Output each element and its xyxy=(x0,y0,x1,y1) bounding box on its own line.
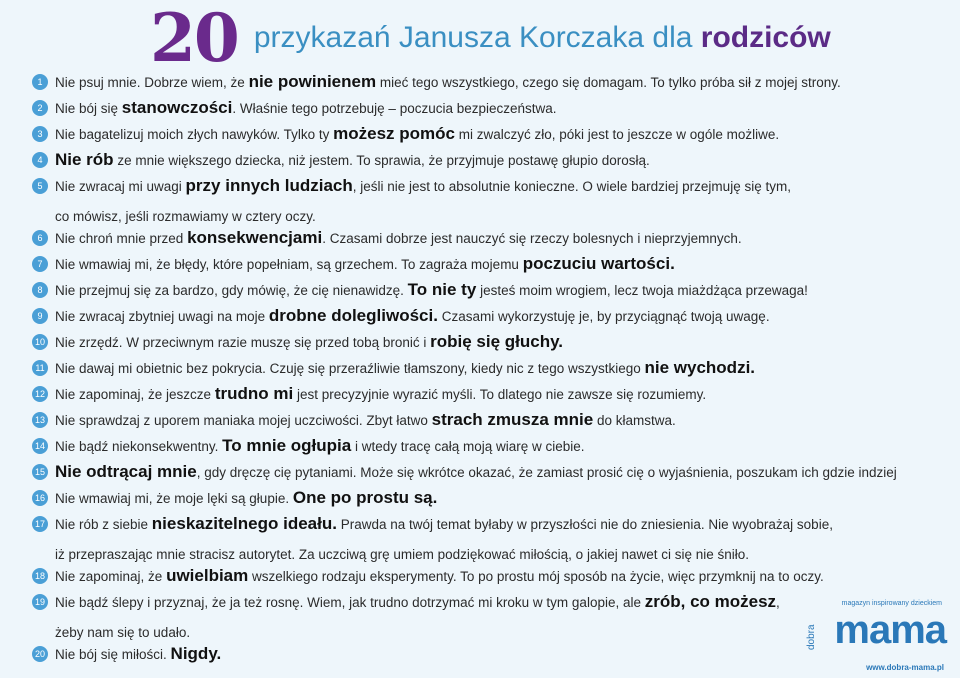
item-text-a: Nie wmawiaj mi, że błędy, które popełniam, są grzechem. To zagraża mojemu xyxy=(55,257,523,272)
item-text-emphasis: nie powinienem xyxy=(248,72,377,91)
page-title xyxy=(254,21,831,55)
item-text xyxy=(55,69,841,96)
item-text-emphasis: przy innych ludziach xyxy=(185,176,353,195)
item-number-badge: 16 xyxy=(32,490,48,506)
item-text-emphasis: drobne dolegliwości. xyxy=(268,306,438,325)
item-text-emphasis: trudno mi xyxy=(214,384,294,403)
item-row xyxy=(32,516,932,542)
header xyxy=(150,0,831,77)
item-number-badge: 10 xyxy=(32,334,48,350)
item-text-c: . Właśnie tego potrzebuję – poczucia bezpieczeństwa. xyxy=(232,101,557,116)
item-text-a: Nie bądź ślepy i przyznaj, że ja też rosnę. Wiem, jak trudno dotrzymać mi kroku w tym galopie, ale xyxy=(55,595,645,610)
item-row xyxy=(32,646,932,672)
item-text-a: Nie zwracaj zbytniej uwagi na moje xyxy=(55,309,269,324)
title-bold: rodziców xyxy=(700,21,831,54)
item-text-emphasis: konsekwencjami xyxy=(187,228,323,247)
item-text-emphasis: Nie rób xyxy=(55,150,114,169)
item-text xyxy=(55,251,675,278)
item-number-badge: 18 xyxy=(32,568,48,584)
item-text-a: Nie bój się miłości. xyxy=(55,647,171,662)
item-text-a: Nie zapominaj, że jeszcze xyxy=(55,387,215,402)
title-number: 20 xyxy=(150,0,238,77)
item-number-badge: 20 xyxy=(32,646,48,662)
item-number-badge: 12 xyxy=(32,386,48,402)
item-text-a: Nie zapominaj, że xyxy=(55,569,167,584)
item-row xyxy=(32,178,932,204)
list-item xyxy=(32,178,932,230)
item-text xyxy=(55,303,770,330)
item-text-continuation: iż przepraszając mnie stracisz autorytet. Za uczciwą grę umiem podziękować miłością, o jakiej nawet ci się nie śniło. xyxy=(55,547,750,562)
item-number-badge: 7 xyxy=(32,256,48,272)
item-text-c: ze mnie większego dziecka, niż jestem. To sprawia, że przyjmuje postawę głupio dorosłą. xyxy=(113,153,650,168)
item-text xyxy=(55,511,833,538)
item-text-c: , xyxy=(776,595,780,610)
item-number-badge: 9 xyxy=(32,308,48,324)
item-text-a: Nie rób z siebie xyxy=(55,517,152,532)
item-text xyxy=(55,225,742,252)
item-number-badge: 1 xyxy=(32,74,48,90)
item-text-emphasis: Nie odtrącaj mnie xyxy=(55,462,197,481)
list-item xyxy=(32,516,932,568)
item-number-badge: 5 xyxy=(32,178,48,194)
item-row xyxy=(32,594,932,620)
item-text-emphasis: uwielbiam xyxy=(166,566,249,585)
item-text-continuation: żeby nam się to udało. xyxy=(55,625,191,640)
item-text-a: Nie psuj mnie. Dobrze wiem, że xyxy=(55,75,249,90)
item-text-emphasis: To nie ty xyxy=(407,280,477,299)
brand-logo xyxy=(806,600,946,672)
item-text-a: Nie wmawiaj mi, że moje lęki są głupie. xyxy=(55,491,293,506)
item-text-emphasis: One po prostu są. xyxy=(292,488,438,507)
item-number-badge: 4 xyxy=(32,152,48,168)
item-number-badge: 6 xyxy=(32,230,48,246)
item-text-emphasis: strach zmusza mnie xyxy=(431,410,594,429)
item-text-a: Nie dawaj mi obietnic bez pokrycia. Czuję się przeraźliwie tłamszony, kiedy nic z tego wszystkiego xyxy=(55,361,645,376)
item-number-badge: 3 xyxy=(32,126,48,142)
item-text xyxy=(55,433,585,460)
item-text-c: i wtedy tracę całą moją wiarę w ciebie. xyxy=(351,439,585,454)
item-text-emphasis: możesz pomóc xyxy=(333,124,455,143)
item-number-badge: 8 xyxy=(32,282,48,298)
item-text-c: , gdy dręczę cię pytaniami. Może się wkrótce okazać, że zamiast prosić cię o wyjaśnienia, poszukam ich gdzie indziej xyxy=(196,465,897,480)
item-text xyxy=(55,121,779,148)
item-text-emphasis: Nigdy. xyxy=(170,644,222,663)
item-text-emphasis: robię się głuchy. xyxy=(430,332,564,351)
item-text-c: do kłamstwa. xyxy=(593,413,676,428)
item-number-badge: 2 xyxy=(32,100,48,116)
item-text xyxy=(55,173,791,200)
item-text xyxy=(55,147,650,174)
item-text-a: Nie przejmuj się za bardzo, gdy mówię, że cię nienawidzę. xyxy=(55,283,408,298)
logo-tagline: magazyn inspirowany dzieckiem xyxy=(841,600,942,607)
item-text xyxy=(55,381,706,408)
item-text-c: wszelkiego rodzaju eksperymenty. To po prostu mój sposób na życie, więc przymknij na to oczy. xyxy=(248,569,824,584)
item-text xyxy=(55,329,563,356)
item-text xyxy=(55,563,824,590)
item-text-c: . Czasami dobrze jest nauczyć się rzeczy bolesnych i nieprzyjemnych. xyxy=(322,231,742,246)
item-text xyxy=(55,277,808,304)
item-text-a: Nie zwracaj mi uwagi xyxy=(55,179,186,194)
item-text-c: mieć tego wszystkiego, czego się domagam. To tylko próba sił z mojej strony. xyxy=(376,75,841,90)
item-text-emphasis: poczuciu wartości. xyxy=(522,254,675,273)
item-text-c: Czasami wykorzystuję je, by przyciągnąć twoją uwagę. xyxy=(437,309,770,324)
item-number-badge: 19 xyxy=(32,594,48,610)
item-text-a: Nie bądź niekonsekwentny. xyxy=(55,439,223,454)
item-text xyxy=(55,641,221,668)
logo-side-text: dobra xyxy=(806,624,817,650)
item-text-c: Prawda na twój temat byłaby w przyszłości nie do zniesienia. Nie wyobrażaj sobie, xyxy=(336,517,833,532)
list-item xyxy=(32,594,932,646)
commandments-list xyxy=(32,74,932,672)
item-text-emphasis: To mnie ogłupia xyxy=(222,436,352,455)
title-prefix: przykazań Janusza Korczaka dla xyxy=(253,21,701,54)
item-text-c: jesteś moim wrogiem, lecz twoja miażdżąca przewaga! xyxy=(476,283,808,298)
item-text-a: Nie bój się xyxy=(55,101,122,116)
item-number-badge: 14 xyxy=(32,438,48,454)
item-text xyxy=(55,459,897,486)
item-text-c: , jeśli nie jest to absolutnie konieczne. O wiele bardziej przejmuję się tym, xyxy=(352,179,791,194)
item-text-emphasis: nieskazitelnego ideału. xyxy=(151,514,337,533)
item-text xyxy=(55,485,437,512)
item-text xyxy=(55,355,755,382)
item-text-a: Nie zrzędź. W przeciwnym razie muszę się przed tobą bronić i xyxy=(55,335,431,350)
item-text-a: Nie chroń mnie przed xyxy=(55,231,188,246)
logo-brand: mama xyxy=(834,608,946,652)
item-text-continuation: co mówisz, jeśli rozmawiamy w cztery oczy. xyxy=(55,209,316,224)
item-text-emphasis: zrób, co możesz xyxy=(644,592,777,611)
item-number-badge: 15 xyxy=(32,464,48,480)
item-text-c: mi zwalczyć zło, póki jest to jeszcze w ogóle możliwe. xyxy=(454,127,780,142)
logo-url: www.dobra-mama.pl xyxy=(866,663,944,672)
item-text xyxy=(55,589,780,616)
item-text-emphasis: nie wychodzi. xyxy=(644,358,756,377)
item-text-c: jest precyzyjnie wyrazić myśli. To dlatego nie zawsze się rozumiemy. xyxy=(293,387,707,402)
item-text xyxy=(55,407,676,434)
item-text-a: Nie sprawdzaj z uporem maniaka mojej uczciwości. Zbyt łatwo xyxy=(55,413,432,428)
item-number-badge: 11 xyxy=(32,360,48,376)
list-item xyxy=(32,646,932,672)
item-number-badge: 13 xyxy=(32,412,48,428)
item-number-badge: 17 xyxy=(32,516,48,532)
item-text-a: Nie bagatelizuj moich złych nawyków. Tylko ty xyxy=(55,127,334,142)
item-text xyxy=(55,95,557,122)
item-text-emphasis: stanowczości xyxy=(121,98,233,117)
